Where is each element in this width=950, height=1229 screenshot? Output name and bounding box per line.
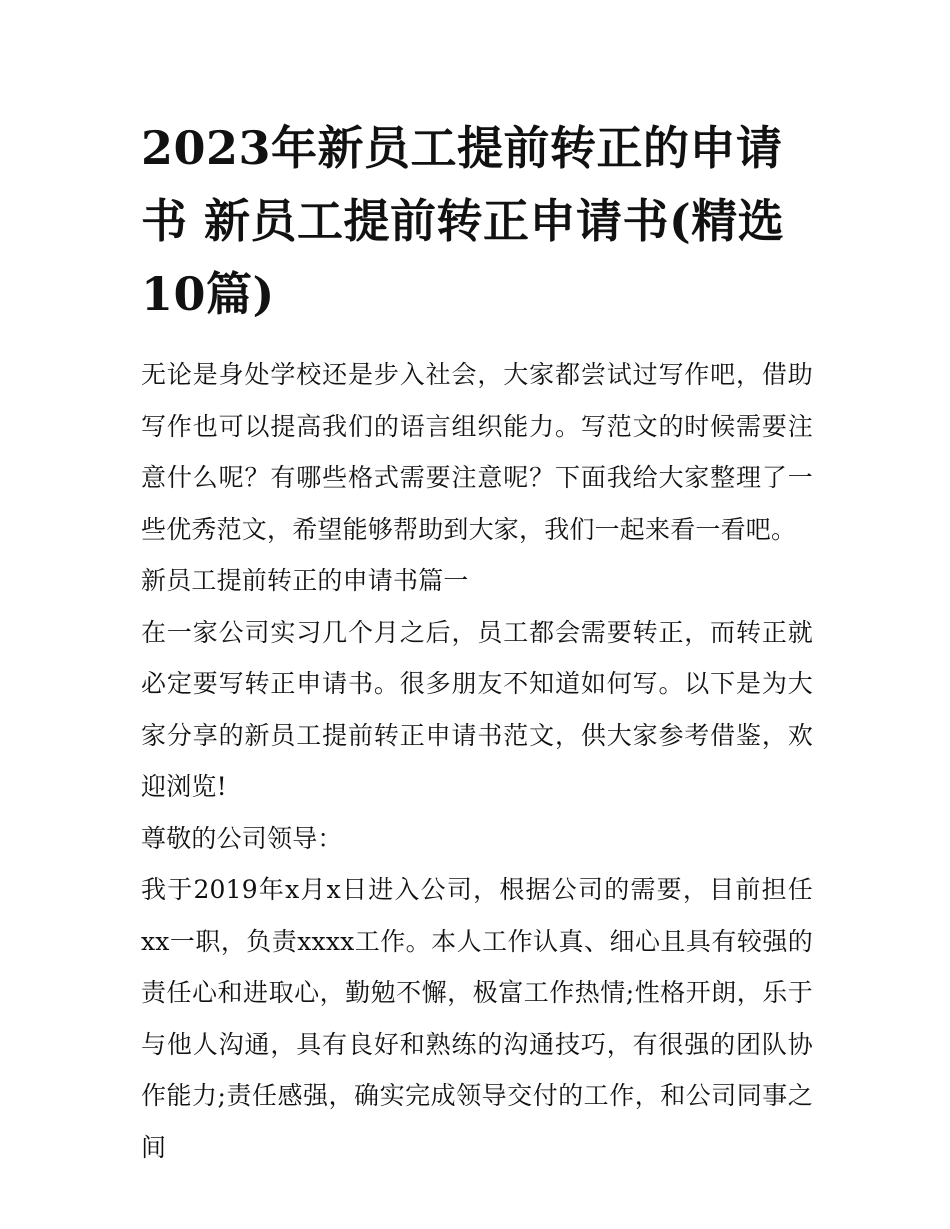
document-title: 2023年新员工提前转正的申请书 新员工提前转正申请书(精选10篇) [141, 121, 785, 321]
letter-body-paragraph: 我于2019年x月x日进入公司，根据公司的需要，目前担任xx一职，负责xxxx工作。本人工作认真、细心且具有较强的责任心和进取心，勤勉不懈，极富工作热情;性格开朗，乐于与他人沟通，具有良好和熟练的沟通技巧，有很强的团队协作能力;责任感强，确实完成领导交付的工作，和公司同事之间 [141, 875, 813, 1162]
section-heading: 新员工提前转正的申请书篇一 [141, 566, 469, 595]
salutation: 尊敬的公司领导： [141, 823, 343, 853]
document-page [141, 112, 813, 1173]
document-body [141, 349, 813, 1173]
context-paragraph: 在一家公司实习几个月之后，员工都会需要转正，而转正就必定要写转正申请书。很多朋友不知道如何写。以下是为大家分享的新员工提前转正申请书范文，供大家参考借鉴，欢迎浏览! [141, 617, 813, 801]
intro-paragraph: 无论是身处学校还是步入社会，大家都尝试过写作吧，借助写作也可以提高我们的语言组织能力。写范文的时候需要注意什么呢？有哪些格式需要注意呢？下面我给大家整理了一些优秀范文，希望能够帮助到大家，我们一起来看一看吧。 [141, 360, 813, 544]
